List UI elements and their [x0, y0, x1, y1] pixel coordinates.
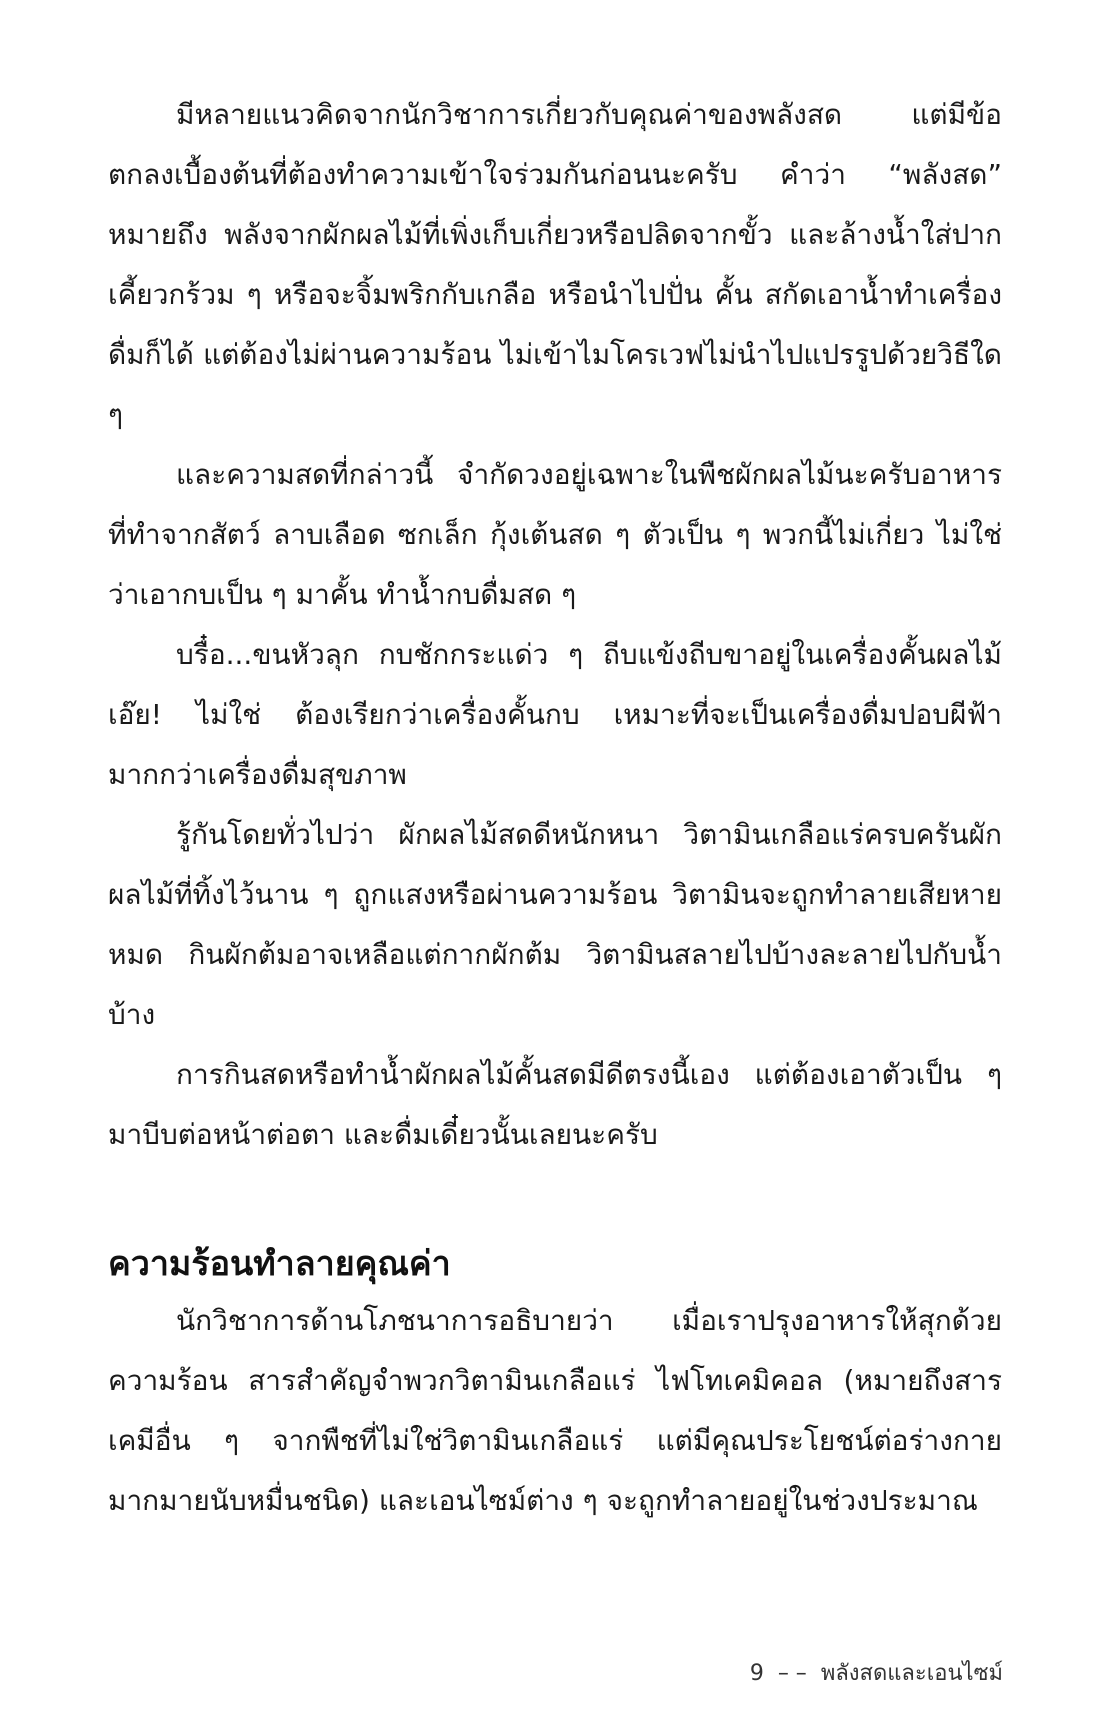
paragraph-2: และความสดที่กล่าวนี้ จำกัดวงอยู่เฉพาะในพืชผักผลไม้นะครับอาหารที่ทำจากสัตว์ ลาบเลือด ซกเล็ก กุ้งเต้นสด ๆ ตัวเป็น ๆ พวกนี้ไม่เกี่ยว ไม่ใช่ว่าเอากบเป็น ๆ มาคั้น ทำน้ำกบดื่มสด ๆ	[108, 458, 1002, 611]
page-footer	[750, 1655, 1003, 1690]
page-number: 9	[749, 1661, 764, 1686]
paragraph-4: รู้กันโดยทั่วไปว่า ผักผลไม้สดดีหนักหนา วิตามินเกลือแร่ครบครันผักผลไม้ที่ทิ้งไว้นาน ๆ ถูกแสงหรือผ่านความร้อน วิตามินจะถูกทำลายเสียหายหมด กินผักต้มอาจเหลือแต่กากผักต้ม วิตามินสลายไปบ้างละลายไปกับน้ำบ้าง	[108, 818, 1002, 1031]
paragraph-1: มีหลายแนวคิดจากนักวิชาการเกี่ยวกับคุณค่าของพลังสด แต่มีข้อตกลงเบื้องต้นที่ต้องทำความเข้าใจร่วมกันก่อนนะครับ คำว่า “พลังสด” หมายถึง พลังจากผักผลไม้ที่เพิ่งเก็บเกี่ยวหรือปลิดจากขั้ว และล้างน้ำใส่ปากเคี้ยวกร้วม ๆ หรือจะจิ้มพริกกับเกลือ หรือนำไปปั่น คั้น สกัดเอาน้ำทำเครื่องดื่มก็ได้ แต่ต้องไม่ผ่านความร้อน ไม่เข้าไมโครเวฟไม่นำไปแปรรูปด้วยวิธีใด ๆ	[108, 98, 1002, 431]
section-heading: ความร้อนทำลายคุณค่า	[108, 1244, 451, 1284]
footer-separator: – –	[777, 1661, 807, 1686]
page-body	[108, 85, 1002, 1531]
paragraph-6: นักวิชาการด้านโภชนาการอธิบายว่า เมื่อเราปรุงอาหารให้สุกด้วยความร้อน สารสำคัญจำพวกวิตามินเกลือแร่ ไฟโทเคมิคอล (หมายถึงสารเคมีอื่น ๆ จากพืชที่ไม่ใช่วิตามินเกลือแร่ แต่มีคุณประโยชน์ต่อร่างกายมากมายนับหมื่นชนิด) และเอนไซม์ต่าง ๆ จะถูกทำลายอยู่ในช่วงประมาณ	[108, 1304, 1002, 1517]
running-title: พลังสดและเอนไซม์	[820, 1661, 1003, 1686]
paragraph-5: การกินสดหรือทำน้ำผักผลไม้คั้นสดมีดีตรงนี้เอง แต่ต้องเอาตัวเป็น ๆ มาบีบต่อหน้าต่อตา และดื่มเดี๋ยวนั้นเลยนะครับ	[108, 1058, 1002, 1151]
paragraph-3: บรื๋อ...ขนหัวลุก กบชักกระแด่ว ๆ ถีบแข้งถีบขาอยู่ในเครื่องคั้นผลไม้ เอ๊ย! ไม่ใช่ ต้องเรียกว่าเครื่องคั้นกบ เหมาะที่จะเป็นเครื่องดื่มปอบผีฟ้ามากกว่าเครื่องดื่มสุขภาพ	[108, 638, 1002, 791]
